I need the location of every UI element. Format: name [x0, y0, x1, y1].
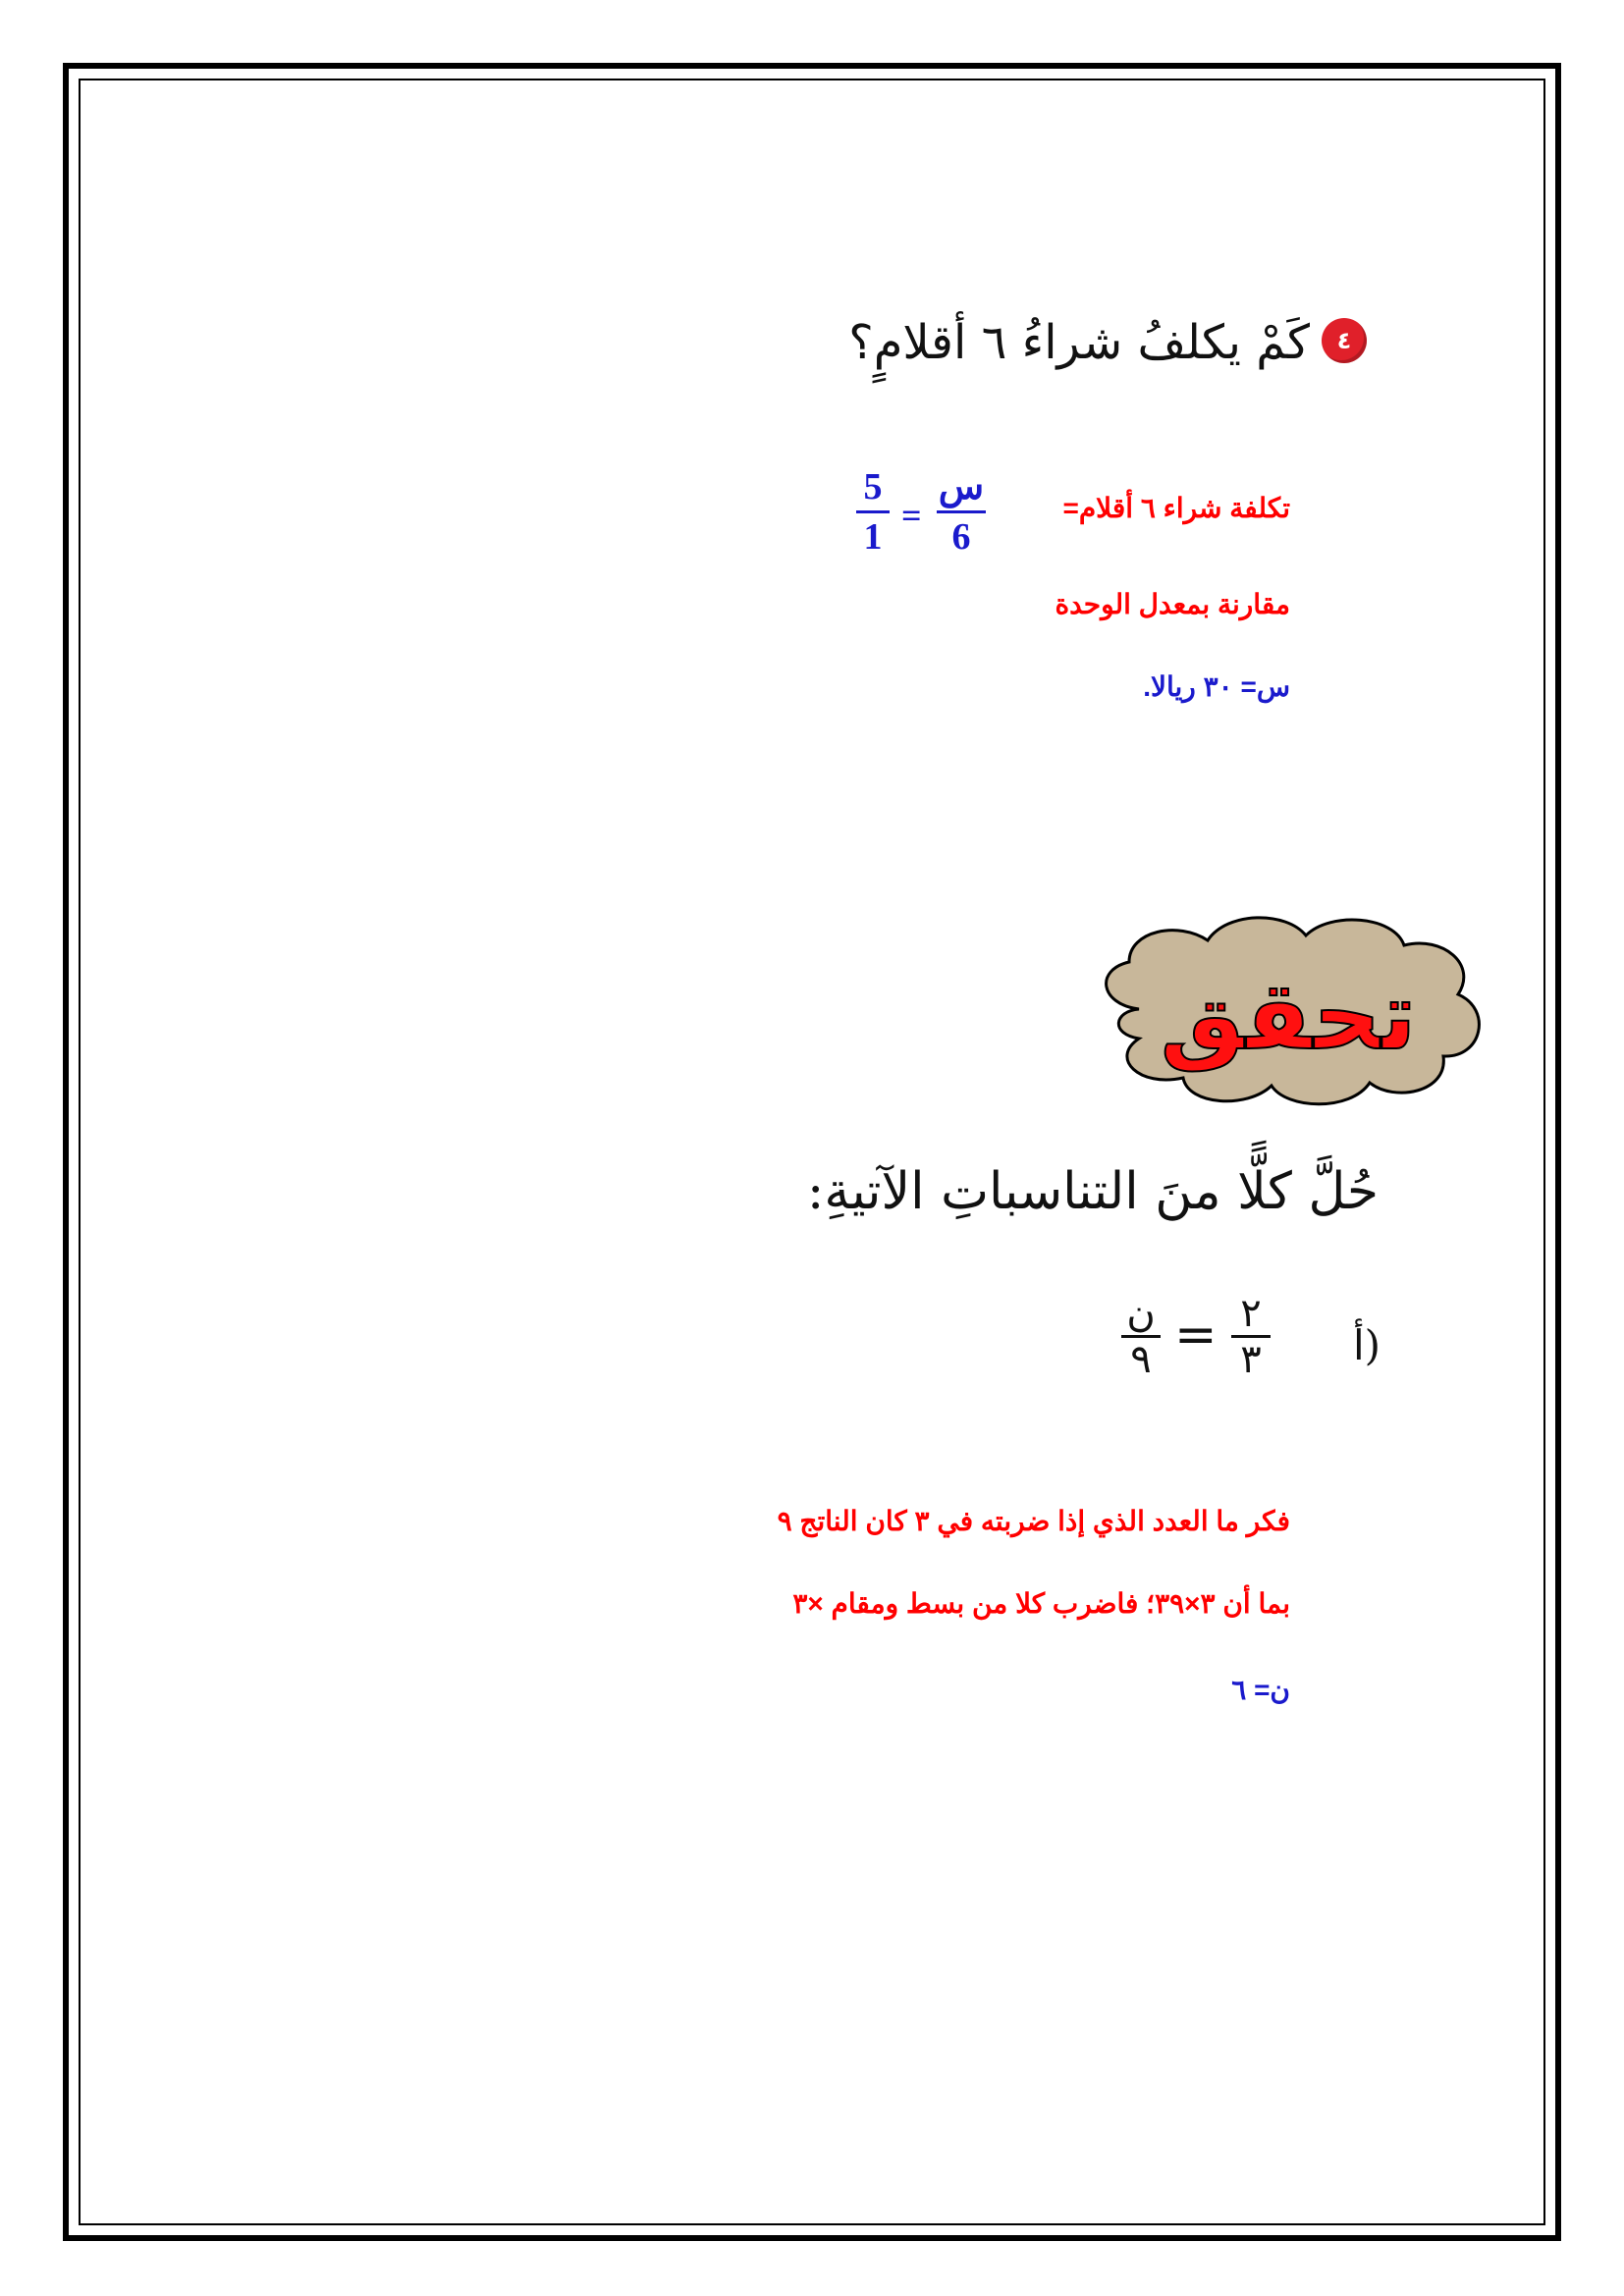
question-text: كَمْ يكلفُ شراءُ ٦ أقلامٍ؟	[848, 315, 1310, 370]
fraction-5-over-1	[856, 465, 890, 559]
answer-text: س= ٣٠ ريالا.	[1143, 671, 1290, 702]
fraction-x-over-6	[937, 465, 986, 559]
check-badge-label: تحقق	[1160, 961, 1417, 1071]
proportion-left-numerator: ٢	[1240, 1291, 1262, 1336]
cost-label: تكلفة شراء ٦ أقلام=	[1062, 493, 1290, 523]
fraction-rate-denominator: 1	[863, 516, 883, 558]
since-text: بما أن ٣×٣٩؛ فاضرب كلا من بسط ومقام ×٣	[792, 1588, 1290, 1619]
question-number-badge: ٤	[1322, 318, 1367, 363]
fraction-x-numerator: س	[938, 466, 985, 507]
fraction-bar	[856, 510, 890, 513]
equals-sign: =	[901, 496, 922, 535]
proportion-fraction-n-9	[1119, 1292, 1163, 1381]
exercise-answer-text: ن= ٦	[1231, 1675, 1290, 1705]
proportion-right-denominator: ٩	[1130, 1337, 1152, 1382]
check-cloud-badge	[1070, 901, 1502, 1117]
think-text: فكر ما العدد الذي إذا ضربته في ٣ كان الناتج ٩	[777, 1506, 1290, 1536]
fraction-bar	[937, 510, 986, 513]
item-letter-a: أ)	[1353, 1321, 1381, 1369]
method-text: مقارنة بمعدل الوحدة	[1055, 589, 1290, 619]
exercise-heading: حُلَّ كلًّا منَ التناسباتِ الآتيةِ:	[806, 1162, 1379, 1221]
proportion-right-numerator: ن	[1126, 1291, 1156, 1336]
proportion-equals-sign: =	[1174, 1306, 1218, 1364]
proportion-fraction-2-3	[1229, 1292, 1272, 1381]
fraction-x-denominator: 6	[951, 516, 971, 558]
fraction-rate-numerator: 5	[863, 466, 883, 507]
proportion-left-denominator: ٣	[1240, 1337, 1262, 1382]
page-border-inner	[79, 79, 1545, 2225]
